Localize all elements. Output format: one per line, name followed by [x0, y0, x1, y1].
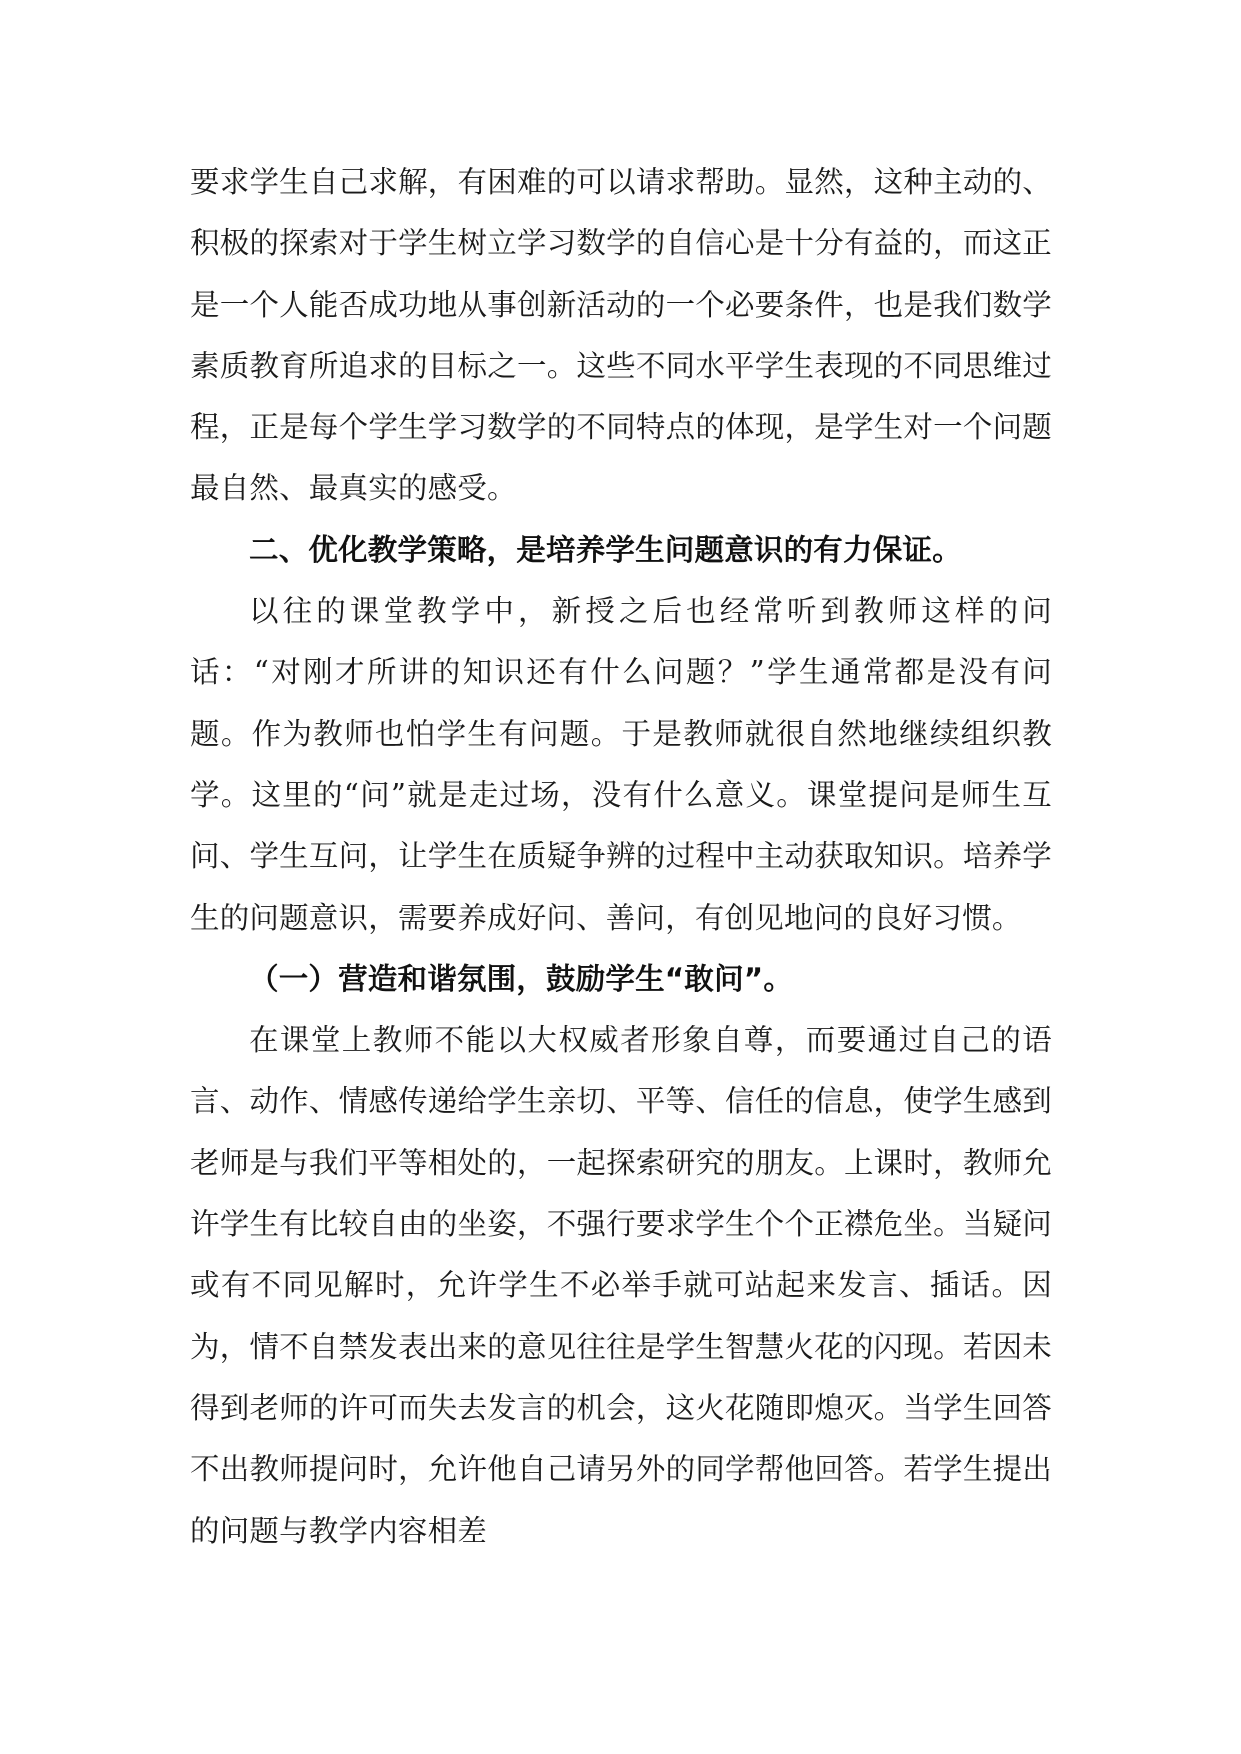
paragraph-harmonious-atmosphere: 在课堂上教师不能以大权威者形象自尊，而要通过自己的语言、动作、情感传递给学生亲切、平等、信任的信息，使学生感到老师是与我们平等相处的，一起探索研究的朋友。上课时，教师允许学生有比较自由的坐姿，不强行要求学生个个正襟危坐。当疑问或有不同见解时，允许学生不必举手就可站起来发言、插话。因为，情不自禁发表出来的意见往往是学生智慧火花的闪现。若因未得到老师的许可而失去发言的机会，这火花随即熄灭。当学生回答不出教师提问时，允许他自己请另外的同学帮他回答。若学生提出的问题与教学内容相差 — [190, 1023, 1052, 1548]
subsection-heading-1: （一）营造和谐氛围，鼓励学生“敢问”。 — [249, 961, 794, 996]
paragraph-classroom-questioning: 以往的课堂教学中，新授之后也经常听到教师这样的问话：“对刚才所讲的知识还有什么问题？”学生通常都是没有问题。作为教师也怕学生有问题。于是教师就很自然地继续组织教学。这里的“问”就是走过场，没有什么意义。课堂提问是师生互问、学生互问，让学生在质疑争辨的过程中主动获取知识。培养学生的问题意识，需要养成好问、善问，有创见地问的良好习惯。 — [190, 594, 1052, 935]
section-heading-2: 二、优化教学策略，是培养学生问题意识的有力保证。 — [249, 532, 962, 567]
document-body — [190, 152, 1052, 1562]
paragraph-continued: 要求学生自己求解，有困难的可以请求帮助。显然，这种主动的、积极的探索对于学生树立学习数学的自信心是十分有益的，而这正是一个人能否成功地从事创新活动的一个必要条件，也是我们数学素质教育所追求的目标之一。这些不同水平学生表现的不同思维过程，正是每个学生学习数学的不同特点的体现，是学生对一个问题最自然、最真实的感受。 — [190, 165, 1052, 506]
